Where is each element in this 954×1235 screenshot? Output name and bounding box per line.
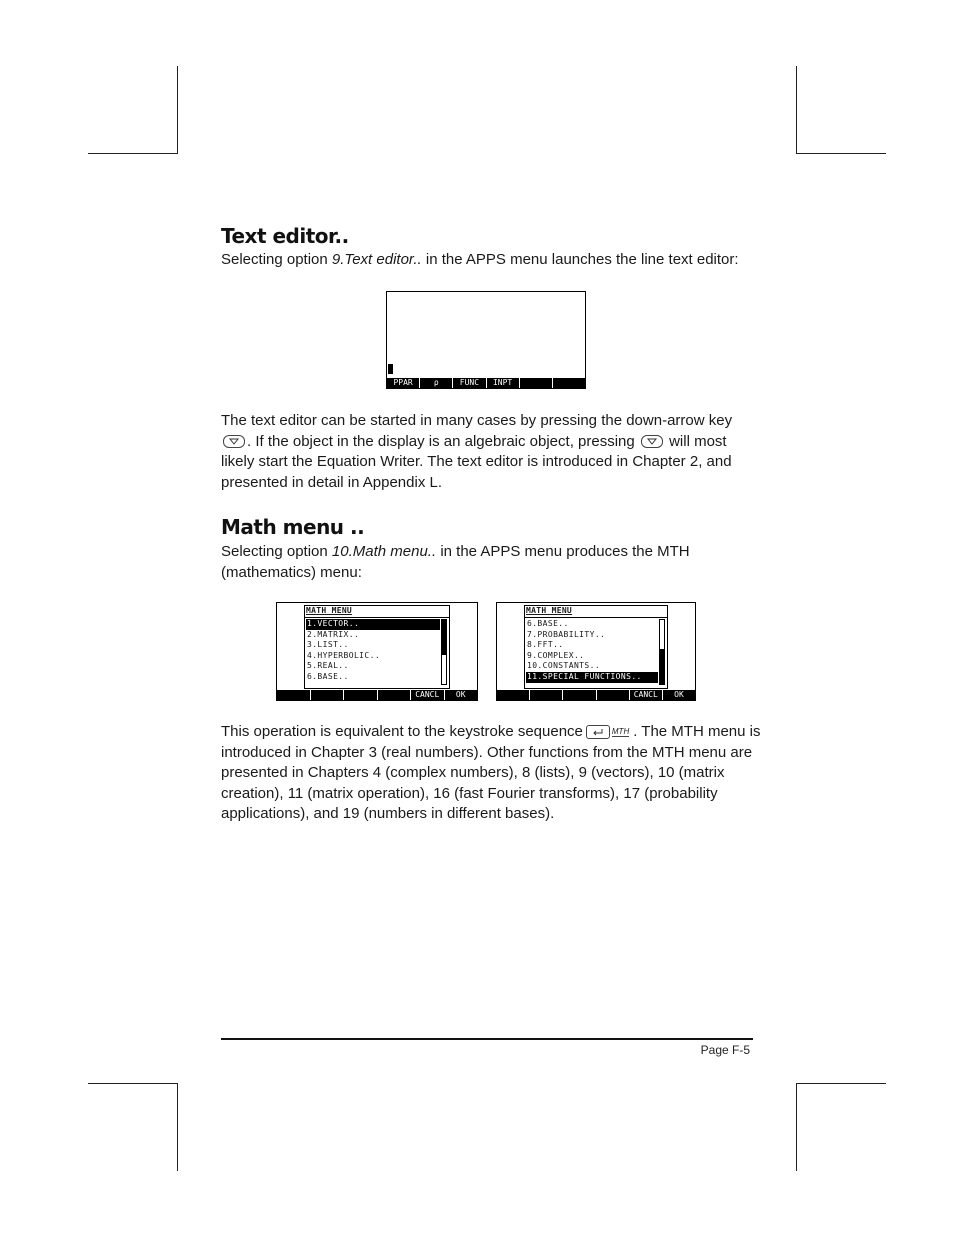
text-editor-intro bbox=[221, 250, 781, 271]
menu-list bbox=[306, 619, 440, 683]
divider bbox=[525, 617, 667, 618]
softkey-cancel: CANCL bbox=[629, 690, 662, 700]
softkey bbox=[277, 690, 310, 700]
menu-list bbox=[526, 619, 658, 683]
cursor-icon bbox=[388, 364, 393, 374]
text-editor-screen bbox=[386, 291, 586, 389]
menu-item[interactable]: 7.PROBABILITY.. bbox=[527, 629, 606, 639]
scroll-thumb[interactable] bbox=[442, 620, 446, 655]
menu-dialog bbox=[304, 605, 450, 689]
softkey-ok: OK bbox=[662, 690, 695, 700]
crop-mark bbox=[796, 1083, 797, 1171]
menu-item[interactable]: 10.CONSTANTS.. bbox=[527, 661, 601, 671]
softkey bbox=[377, 690, 411, 700]
softkey bbox=[562, 690, 595, 700]
menu-item[interactable]: 8.FFT.. bbox=[527, 640, 564, 650]
left-shift-key-icon bbox=[586, 725, 610, 739]
intro-text: in the APPS menu produces the MTH (mathematics) menu: bbox=[221, 543, 690, 581]
description-text: The text editor can be started in many cases by pressing the down-arrow key bbox=[221, 412, 733, 429]
softkey: PPAR bbox=[393, 378, 413, 387]
scrollbar[interactable] bbox=[659, 619, 665, 685]
option-name: 10.Math menu.. bbox=[331, 543, 437, 560]
softkey-bar bbox=[277, 690, 477, 700]
crop-mark bbox=[177, 66, 178, 154]
down-arrow-key-icon bbox=[641, 435, 663, 448]
menu-item[interactable]: 4.HYPERBOLIC.. bbox=[307, 650, 381, 660]
math-menu-description bbox=[221, 722, 761, 825]
divider bbox=[305, 617, 449, 618]
text-editor-description bbox=[221, 411, 751, 493]
softkey-bar bbox=[497, 690, 695, 700]
softkey bbox=[343, 690, 377, 700]
menu-item[interactable]: 5.REAL.. bbox=[307, 661, 349, 671]
math-menu-screen-2 bbox=[496, 602, 696, 701]
softkey: INPT bbox=[486, 378, 519, 388]
menu-item[interactable]: 6.BASE.. bbox=[307, 671, 349, 681]
menu-item[interactable]: 2.MATRIX.. bbox=[307, 629, 360, 639]
option-name: 9.Text editor.. bbox=[331, 251, 422, 268]
menu-title: MATH MENU bbox=[526, 606, 573, 615]
footer-rule bbox=[221, 1038, 753, 1040]
crop-mark bbox=[177, 1083, 178, 1171]
softkey: ρ bbox=[419, 378, 452, 388]
intro-text: in the APPS menu launches the line text editor: bbox=[421, 251, 739, 268]
section-heading-math-menu: Math menu .. bbox=[221, 515, 365, 539]
softkey bbox=[529, 690, 562, 700]
softkey: FUNC bbox=[452, 378, 485, 388]
scrollbar[interactable] bbox=[441, 619, 447, 685]
scroll-thumb[interactable] bbox=[660, 649, 664, 684]
menu-item[interactable]: 9.COMPLEX.. bbox=[527, 650, 585, 660]
crop-mark bbox=[796, 153, 886, 154]
down-arrow-key-icon bbox=[223, 435, 245, 448]
section-heading-text-editor: Text editor.. bbox=[221, 224, 349, 248]
math-menu-screen-1 bbox=[276, 602, 478, 701]
softkey bbox=[552, 378, 585, 388]
menu-item[interactable]: 1.VECTOR.. bbox=[306, 619, 440, 630]
softkey bbox=[497, 690, 529, 700]
softkey bbox=[519, 378, 552, 388]
intro-text: Selecting option bbox=[221, 543, 332, 560]
crop-mark bbox=[88, 1083, 178, 1084]
description-text: will most likely start the Equation Writer. The text editor is introduced in Chapter 2, and presented in detail in Appendix L. bbox=[221, 432, 732, 491]
softkey-ok: OK bbox=[444, 690, 478, 700]
softkey bbox=[596, 690, 629, 700]
description-text: . The MTH menu is introduced in Chapter 3 (real numbers). Other functions from the MTH menu are presented in Chapters 4 (complex numbers), 8 (lists), 9 (vectors), 10 (matrix creation), 11 (matrix operation), 16 (fast Fourier transforms), 17 (probability applications), and 19 (numbers in different bases). bbox=[221, 723, 761, 822]
menu-item[interactable]: 11.SPECIAL FUNCTIONS.. bbox=[526, 672, 658, 683]
softkey-cancel: CANCL bbox=[410, 690, 444, 700]
page-number: Page F-5 bbox=[700, 1043, 750, 1057]
softkey bbox=[310, 690, 344, 700]
menu-title: MATH MENU bbox=[306, 606, 353, 615]
description-text: This operation is equivalent to the keystroke sequence bbox=[221, 723, 583, 740]
softkey-bar bbox=[387, 378, 585, 388]
menu-dialog bbox=[524, 605, 668, 689]
mth-key-label: MTH bbox=[611, 727, 630, 737]
crop-mark bbox=[796, 66, 797, 154]
intro-text: Selecting option bbox=[221, 251, 332, 268]
menu-item[interactable]: 6.BASE.. bbox=[527, 619, 569, 628]
crop-mark bbox=[88, 153, 178, 154]
crop-mark bbox=[796, 1083, 886, 1084]
math-menu-intro bbox=[221, 542, 721, 583]
description-text: . If the object in the display is an algebraic object, pressing bbox=[247, 432, 635, 450]
menu-item[interactable]: 3.LIST.. bbox=[307, 640, 349, 650]
